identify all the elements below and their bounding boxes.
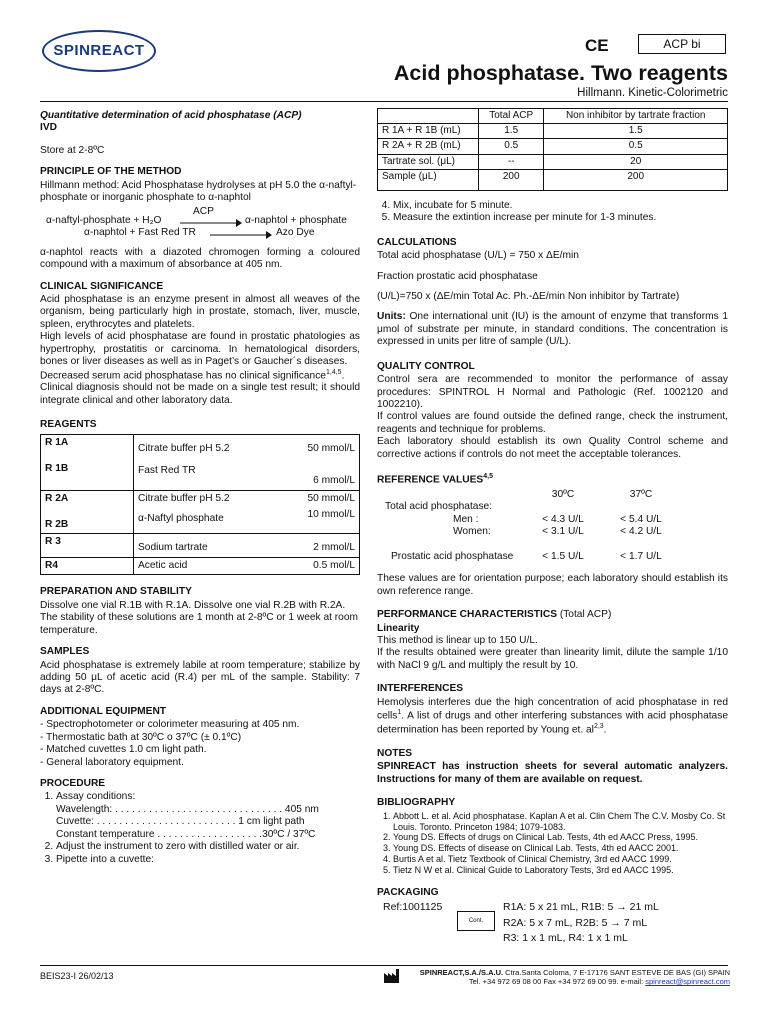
calc-line-1: Total acid phosphatase (U/L) = 750 x ΔE/min bbox=[377, 250, 579, 262]
equipment-item: - Spectrophotometer or colorimeter measuring at 405 nm. bbox=[40, 719, 300, 731]
notes-heading: NOTES bbox=[377, 747, 413, 759]
reaction2-arrow bbox=[210, 231, 272, 239]
right-column bbox=[377, 108, 728, 947]
packaging-line: R1A: 5 x 21 mL, R1B: 5 → 21 mL bbox=[503, 900, 659, 913]
packaging-line: R3: 1 x 1 mL, R4: 1 x 1 mL bbox=[503, 931, 628, 944]
prep-text-2: The stability of these solutions are 1 month at 2-8ºC or 1 week at room temperature. bbox=[40, 612, 358, 636]
clinical-text-4: Clinical diagnosis should not be made on a single test result; it should integrate clinical and other laboratory data. bbox=[40, 382, 360, 406]
procedure-step: 4. Mix, incubate for 5 minute. bbox=[393, 200, 728, 212]
principle-text: Hillmann method: Acid Phosphatase hydrolyses at pH 5.0 the α-naftyl-phosphate or inorganic phosphate to α-naphtol bbox=[40, 179, 357, 204]
qc-text-2: If control values are found outside the defined range, check the instrument, reagents and technique for problems. bbox=[377, 411, 728, 435]
principle-heading: PRINCIPLE OF THE METHOD bbox=[40, 166, 182, 178]
equipment-heading: ADDITIONAL EQUIPMENT bbox=[40, 705, 167, 717]
clinical-text-3: Decreased serum acid phosphatase has no clinical significance$^{1,4,5}$. bbox=[40, 368, 345, 381]
bibliography-item: 2. Young DS. Effects of drugs on Clinical Lab. Tests, 4th ed AACC Press, 1995. bbox=[393, 832, 728, 843]
linearity-text-1: This method is linear up to 150 U/L. bbox=[377, 634, 538, 646]
table-row: Men : < 4.3 U/L < 5.4 U/L bbox=[453, 513, 662, 525]
prep-heading: PREPARATION AND STABILITY bbox=[40, 586, 192, 598]
principle-text-2: α-naphtol reacts with a diazoted chromogen forming a coloured compound with a maximum of absorbance at 405 nm. bbox=[40, 246, 360, 271]
qc-text-3: Each laboratory should establish its own Quality Control scheme and corrective actions if controls do not meet the acceptable tolerances. bbox=[377, 436, 728, 460]
reagents-heading: REAGENTS bbox=[40, 419, 97, 431]
table-row: R 3 Sodium tartrate 2 mmol/L bbox=[41, 534, 360, 557]
packaging-cont-box: Cont. bbox=[457, 911, 495, 931]
left-column bbox=[40, 110, 360, 866]
linearity-heading: Linearity bbox=[377, 622, 420, 634]
document-code: BEIS23-I 26/02/13 bbox=[40, 971, 114, 981]
table-row: Sample (μL) 200 200 bbox=[378, 169, 728, 190]
table-row: R 1A R 1B Citrate buffer pH 5.2 50 mmol/L Fast Red TR 6 mmol/L bbox=[41, 434, 360, 490]
table-row: R 1A + R 1B (mL) 1.5 1.5 bbox=[378, 124, 728, 139]
bibliography-item: 3. Young DS. Effects of disease on Clinical Lab. Tests, 4th ed AACC 2001. bbox=[393, 843, 728, 854]
reagents-table bbox=[40, 434, 360, 576]
clinical-text-1: Acid phosphatase is an enzyme present in almost all weaves of the organism, being particularly high in prostate, stomach, liver, muscle, spleen, erythrocytes and platelets. bbox=[40, 293, 360, 330]
calculations-heading: CALCULATIONS bbox=[377, 236, 457, 248]
calc-line-3: (U/L)=750 x (ΔE/min Total Ac. Ph.-ΔE/min Non inhibitor by Tartrate) bbox=[377, 290, 680, 302]
packaging-block bbox=[377, 901, 728, 947]
procedure-list bbox=[40, 791, 360, 866]
storage-text: Store at 2-8ºC bbox=[40, 144, 105, 156]
performance-heading: PERFORMANCE CHARACTERISTICS (Total ACP) bbox=[377, 609, 612, 621]
reaction1-left: α-naftyl-phosphate + H₂O bbox=[46, 214, 162, 226]
equipment-item: - General laboratory equipment. bbox=[40, 756, 184, 768]
ivd-label: IVD bbox=[40, 122, 57, 134]
reference-heading: REFERENCE VALUES$^{4,5}$ bbox=[377, 473, 493, 486]
reaction-enzyme: ACP bbox=[193, 205, 214, 217]
procedure-heading: PROCEDURE bbox=[40, 778, 106, 790]
bibliography-item: 5. Tietz N W et al. Clinical Guide to Laboratory Tests, 3rd ed AACC 1995. bbox=[393, 865, 728, 876]
prep-text-1: Dissolve one vial R.1B with R.1A. Dissolve one vial R.2B with R.2A. bbox=[40, 599, 346, 611]
samples-text: Acid phosphatase is extremely labile at room temperature; stabilize by adding 50 μL of acetic acid (R.4) per mL of the sample. Stability: 7 days at 2-8ºC. bbox=[40, 659, 360, 696]
footer-company: SPINREACT,S.A./S.A.U. Ctra.Santa Coloma, 7 E-17176 SANT ESTEVE DE BAS (GI) SPAIN Tel. +34 972 69 08 00 Fax +34 972 69 00 99. e-mail: spinreact@spinreact.com bbox=[419, 968, 730, 987]
qc-text-1: Control sera are recommended to monitor the performance of assay procedures: SPINTROL H Normal and Pathologic (Ref. 1002120 and 1002210). bbox=[377, 374, 728, 410]
clinical-text-2: High levels of acid phosphatase are found in prostatic phatologies as hypertrophy, prostatitis or carcinoma. In hematological disorders, bones or liver diseases as well as in Paget’s or Gaucher´s diseases. bbox=[40, 331, 360, 368]
table-row: Prostatic acid phosphatase < 1.5 U/L < 1.7 U/L bbox=[391, 550, 662, 562]
calc-line-2: Fraction prostatic acid phosphatase bbox=[377, 270, 538, 282]
reaction-scheme bbox=[40, 207, 360, 237]
intro-title: Quantitative determination of acid phosphatase (ACP) bbox=[40, 110, 302, 121]
bibliography-item: 1. Abbott L. et al. Acid phosphatase. Kaplan A et al. Clin Chem The C.V. Mosby Co. St Louis. Toronto. Princeton 1984; 1079-1083. bbox=[393, 811, 728, 833]
reference-table bbox=[377, 489, 680, 563]
table-row: Total acid phosphatase: bbox=[385, 501, 493, 513]
bibliography-heading: BIBLIOGRAPHY bbox=[377, 797, 456, 809]
packaging-ref: Ref:1001125 bbox=[383, 900, 443, 913]
spinreact-logo bbox=[42, 30, 156, 72]
page-title: Acid phosphatase. Two reagents bbox=[393, 61, 728, 85]
procedure-step: 1. Assay conditions: Wavelength: . . . . . . . . . . . . . . . . . . . . . . . . . . . . . . 405 nm Cuvette: . . . . . . . . . . . . . . . . . . . . . . . . . 1 cm light path Constant temperature . . . . . . . . . . . . . . . . . . .30ºC / 37ºC bbox=[56, 791, 360, 841]
reaction1-arrow bbox=[180, 219, 242, 227]
reaction2-left: α-naphtol + Fast Red TR bbox=[84, 226, 196, 238]
interferences-text: Hemolysis interferes due the high concentration of acid phosphatase in red cells$^1$. A list of drugs and other interfering substances with acid phosphatase determination has been reported by Young et. al$^{2,3}$. bbox=[377, 696, 728, 736]
procedure-step: 3. Pipette into a cuvette: bbox=[56, 854, 360, 866]
table-row: Tartrate sol. (μL) -- 20 bbox=[378, 154, 728, 169]
procedure-step: 5. Measure the extintion increase per minute for 1-3 minutes. bbox=[393, 212, 728, 224]
reference-note: These values are for orientation purpose; each laboratory should establish its own reference range. bbox=[377, 573, 728, 597]
email-link[interactable]: spinreact@spinreact.com bbox=[645, 977, 730, 987]
qc-heading: QUALITY CONTROL bbox=[377, 360, 475, 372]
reaction2-right: Azo Dye bbox=[276, 226, 315, 238]
ce-mark: CE bbox=[585, 36, 609, 55]
bibliography-list bbox=[377, 811, 728, 877]
equipment-item: - Matched cuvettes 1.0 cm light path. bbox=[40, 744, 207, 756]
clinical-heading: CLINICAL SIGNIFICANCE bbox=[40, 280, 164, 292]
table-row: R 2A R 2B Citrate buffer pH 5.2 50 mmol/L α-Naftyl phosphate 10 mmol/L bbox=[41, 490, 360, 534]
bibliography-item: 4. Burtis A et al. Tietz Textbook of Clinical Chemistry, 3rd ed AACC 1999. bbox=[393, 854, 728, 865]
brand-name: SPINREACT bbox=[53, 41, 145, 59]
procedure-list-cont bbox=[377, 200, 728, 225]
packaging-line: R2A: 5 x 7 mL, R2B: 5 → 7 mL bbox=[503, 916, 648, 929]
assay-table bbox=[377, 108, 728, 191]
linearity-text-2: If the results obtained were greater than linearity limit, dilute the sample 1/10 with NaCl 9 g/L and multiply the result by 10. bbox=[377, 647, 728, 671]
packaging-heading: PACKAGING bbox=[377, 887, 439, 899]
product-code-box: ACP bi bbox=[638, 34, 726, 54]
table-row: Total ACP Non inhibitor by tartrate fraction bbox=[378, 109, 728, 124]
table-row: 30ºC 37ºC bbox=[551, 489, 653, 501]
footer-divider bbox=[40, 965, 728, 966]
samples-heading: SAMPLES bbox=[40, 646, 90, 658]
units-text: Units: One international unit (IU) is the amount of enzyme that transforms 1 μmol of substrate per minute, in standard conditions. The concentration is expressed in units per litre of sample (U/L). bbox=[377, 311, 728, 348]
interferences-heading: INTERFERENCES bbox=[377, 683, 464, 695]
reaction1-right: α-naphtol + phosphate bbox=[245, 214, 347, 226]
page-subtitle: Hillmann. Kinetic-Colorimetric bbox=[577, 87, 728, 99]
equipment-item: - Thermostatic bath at 30ºC o 37ºC (± 0.1ºC) bbox=[40, 731, 242, 743]
table-row: R 2A + R 2B (mL) 0.5 0.5 bbox=[378, 139, 728, 154]
procedure-step: 2. Adjust the instrument to zero with distilled water or air. bbox=[56, 841, 360, 853]
notes-text: SPINREACT has instruction sheets for several automatic analyzers. Instructions for many of them are available on request. bbox=[377, 761, 728, 785]
table-row: Women: < 3.1 U/L < 4.2 U/L bbox=[453, 526, 662, 538]
table-row: R4 Acetic acid 0.5 mol/L bbox=[41, 557, 360, 574]
header-divider bbox=[40, 101, 728, 102]
table-row bbox=[377, 539, 680, 551]
